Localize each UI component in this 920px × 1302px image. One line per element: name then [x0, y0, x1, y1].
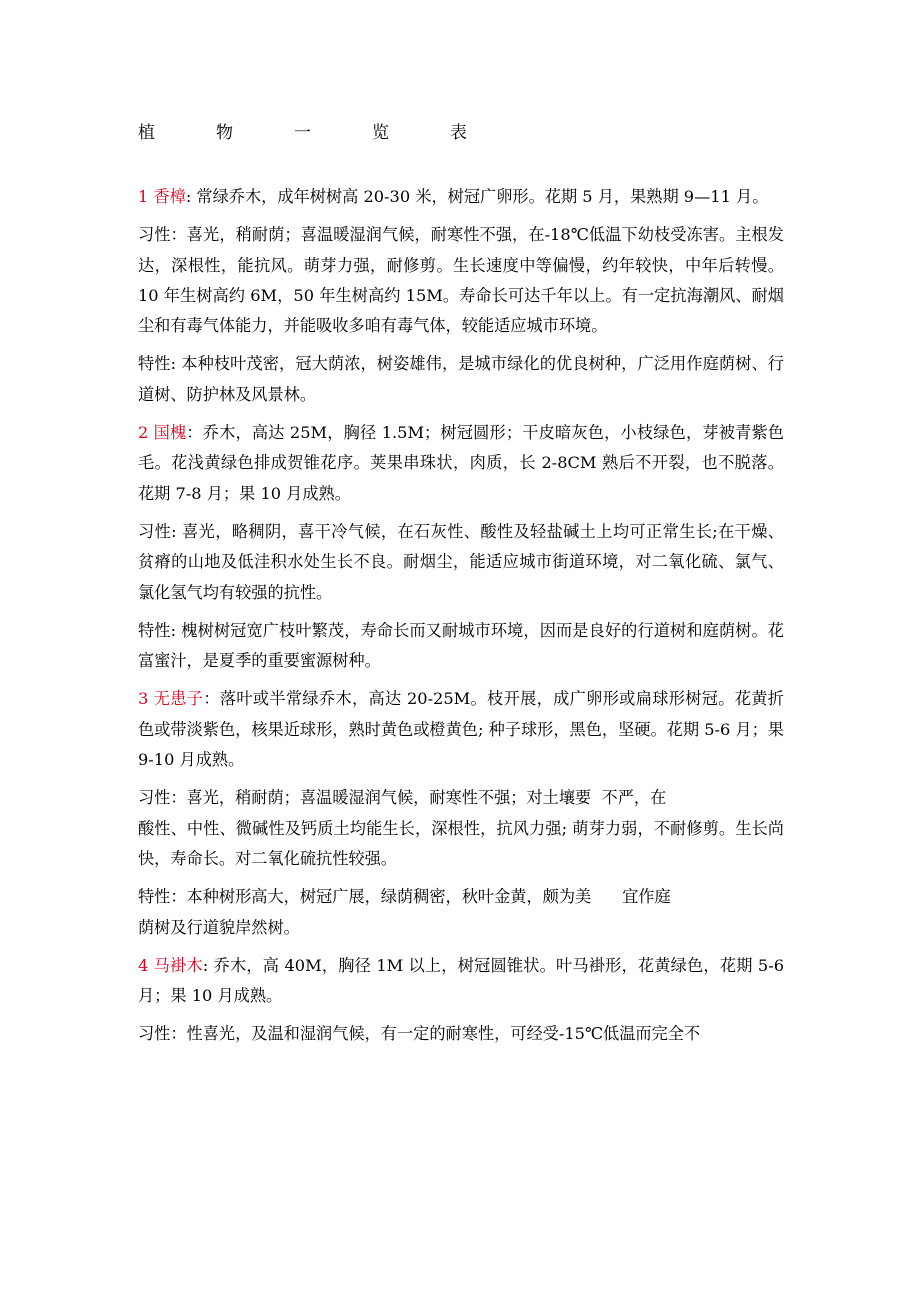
plant-desc-3: ：落叶或半常绿乔木，高达 20-25M。枝开展，成广卵形或扁球形树冠。花黄折色或带淡紫色，核果近球形，熟时黄色或橙黄色; 种子球形，黑色，坚硬。花期 5-6 月；果 9-10 月成熟。 [138, 689, 784, 770]
plant-entry-3 [138, 684, 784, 775]
plant-name-4: 4 马褂木 [138, 955, 203, 975]
plant-habit-1: 习性：喜光，稍耐荫；喜温暖湿润气候，耐寒性不强，在-18℃低温下幼枝受冻害。主根发达，深根性，能抗风。萌芽力强，耐修剪。生长速度中等偏慢，约年较快，中年后转慢。10 年生树高约 6M，50 年生树高约 15M。寿命长可达千年以上。有一定抗海潮风、耐烟尘和有毒气体能力，并能吸收多咱有毒气体，较能适应城市环境。 [138, 225, 784, 336]
plant-entry-4 [138, 951, 784, 1012]
plant-name-3: 3 无患子 [138, 689, 204, 709]
plant-feature-3-line1: 特性：本种树形高大，树冠广展，绿荫稠密，秋叶金黄，颇为美 宜作庭 [138, 887, 671, 907]
plant-name-1: 1 香樟 [138, 187, 186, 206]
plant-habit-3-line1: 习性：喜光，稍耐荫；喜温暖湿润气候，耐寒性不强；对土壤要 不严，在 [138, 788, 667, 808]
plant-desc-1: : 常绿乔木，成年树树高 20-30 米，树冠广卵形。花期 5 月，果熟期 9—11 月。 [185, 187, 769, 206]
plant-feature-1: 特性: 本种枝叶茂密，冠大荫浓，树姿雄伟，是城市绿化的优良树种，广泛用作庭荫树、行道树、防护林及风景林。 [138, 354, 784, 404]
plant-name-2: 2 国槐 [138, 423, 187, 443]
plant-entry-1 [138, 182, 784, 212]
page-title: 植 物 一 览 表 [138, 123, 489, 143]
document-body [138, 182, 784, 1050]
plant-habit-3-line2: 酸性、中性、微碱性及钙质土均能生长，深根性，抗风力强; 萌芽力弱，不耐修剪。生长尚快，寿命长。对二氧化硫抗性较强。 [138, 818, 784, 868]
plant-entry-2 [138, 418, 784, 509]
plant-desc-2: ：乔木，高达 25M，胸径 1.5M；树冠圆形；干皮暗灰色，小枝绿色，芽被青紫色毛。花浅黄绿色排成贺锥花序。荚果串珠状，肉质，长 2-8CM 熟后不开裂，也不脱落。花期 7-8 月；果 10 月成熟。 [138, 423, 784, 503]
plant-habit-2: 习性: 喜光，略稠阴，喜干冷气候，在石灰性、酸性及轻盐碱土上均可正常生长;在干燥、贫瘠的山地及低洼积水处生长不良。耐烟尘，能适应城市街道环境，对二氧化硫、氯气、氯化氢气均有较强的抗性。 [138, 521, 784, 602]
plant-desc-4: : 乔木，高 40M，胸径 1M 以上，树冠圆锥状。叶马褂形，花黄绿色，花期 5-6 月；果 10 月成熟。 [138, 955, 784, 1006]
plant-feature-3-line2: 荫树及行道貌岸然树。 [138, 917, 300, 937]
plant-habit-4: 习性：性喜光，及温和湿润气候，有一定的耐寒性，可经受-15℃低温而完全不 [138, 1024, 701, 1044]
plant-feature-2: 特性: 槐树树冠宽广枝叶繁茂，寿命长而又耐城市环境，因而是良好的行道树和庭荫树。花富蜜汁，是夏季的重要蜜源树种。 [138, 620, 784, 671]
